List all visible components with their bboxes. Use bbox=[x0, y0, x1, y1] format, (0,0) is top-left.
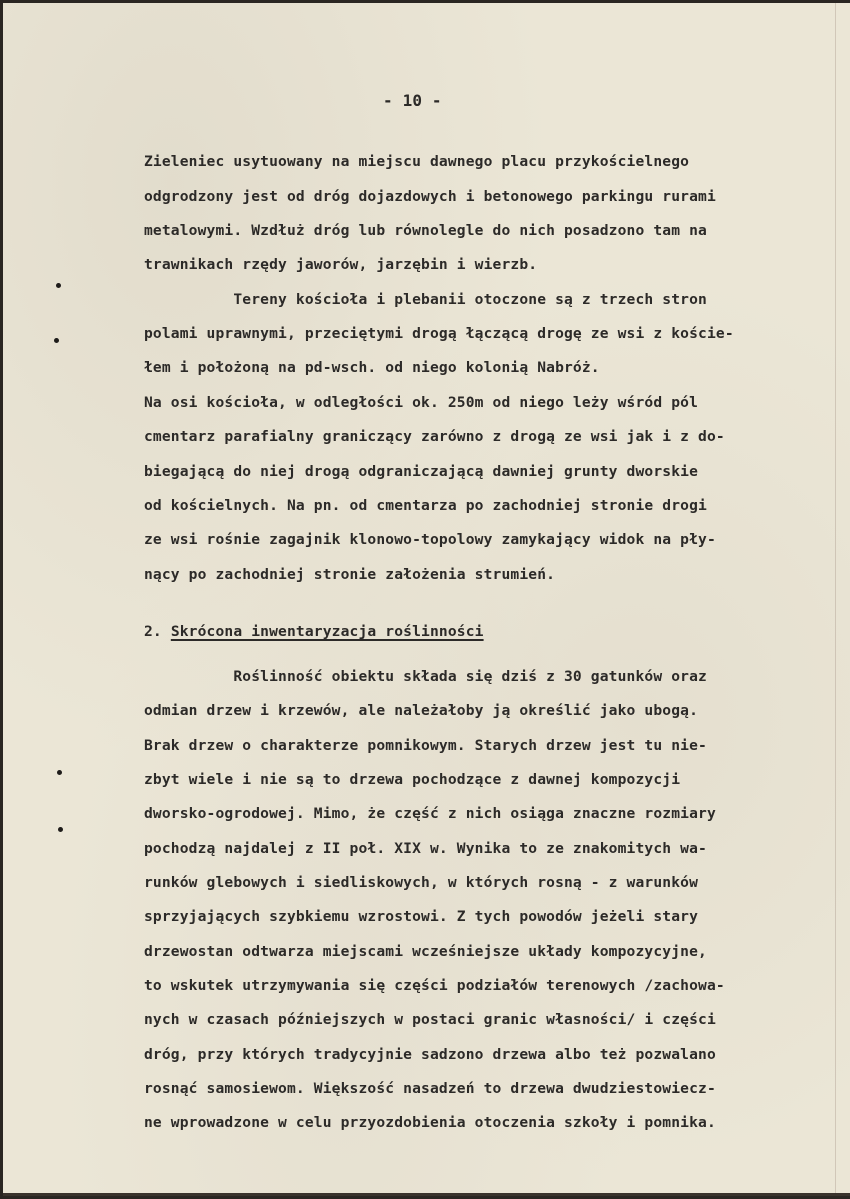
section-number: 2. bbox=[144, 623, 171, 640]
text-line: Tereny kościoła i plebanii otoczone są z trzech stron bbox=[144, 291, 707, 308]
page-number: - 10 - bbox=[383, 91, 442, 110]
text-line: rosnąć samosiewom. Większość nasadzeń to drzewa dwudziestowiecz- bbox=[144, 1080, 716, 1097]
text-line: zbyt wiele i nie są to drzewa pochodzące z dawnej kompozycji bbox=[144, 771, 681, 788]
text-line: Roślinność obiektu składa się dziś z 30 gatunków oraz bbox=[144, 668, 707, 685]
text-line: nych w czasach późniejszych w postaci granic własności/ i części bbox=[144, 1011, 716, 1028]
text-line: pochodzą najdalej z II poł. XIX w. Wynika to ze znakomitych wa- bbox=[144, 840, 707, 857]
text-line: od kościelnych. Na pn. od cmentarza po zachodniej stronie drogi bbox=[144, 497, 707, 514]
text-line: runków glebowych i siedliskowych, w których rosną - z warunków bbox=[144, 874, 699, 891]
margin-mark bbox=[56, 283, 61, 288]
text-line: biegającą do niej drogą odgraniczającą dawniej grunty dworskie bbox=[144, 463, 699, 480]
text-line: odmian drzew i krzewów, ale należałoby ją określić jako ubogą. bbox=[144, 702, 699, 719]
text-line: metalowymi. Wzdłuż dróg lub równolegle do nich posadzono tam na bbox=[144, 222, 707, 239]
text-line: odgrodzony jest od dróg dojazdowych i betonowego parkingu rurami bbox=[144, 188, 716, 205]
text-line: łem i położoną na pd-wsch. od niego kolonią Nabróż. bbox=[144, 359, 600, 376]
margin-mark bbox=[54, 338, 59, 343]
text-line: dróg, przy których tradycyjnie sadzono drzewa albo też pozwalano bbox=[144, 1046, 716, 1063]
text-line: sprzyjających szybkiemu wzrostowi. Z tych powodów jeżeli stary bbox=[144, 908, 699, 925]
text-line: trawnikach rzędy jaworów, jarzębin i wierzb. bbox=[144, 256, 538, 273]
text-line: to wskutek utrzymywania się części podziałów terenowych /zachowa- bbox=[144, 977, 725, 994]
text-line: polami uprawnymi, przeciętymi drogą łączącą drogę ze wsi z koście- bbox=[144, 325, 734, 342]
text-line: ze wsi rośnie zagajnik klonowo-topolowy zamykający widok na pły- bbox=[144, 531, 716, 548]
text-line: cmentarz parafialny graniczący zarówno z drogą ze wsi jak i z do- bbox=[144, 428, 725, 445]
text-line: Zieleniec usytuowany na miejscu dawnego placu przykościelnego bbox=[144, 153, 690, 170]
margin-mark bbox=[57, 770, 62, 775]
margin-mark bbox=[58, 827, 63, 832]
section-heading bbox=[144, 623, 484, 640]
section-title: Skrócona inwentaryzacja roślinności bbox=[170, 623, 484, 640]
page-bottom-edge bbox=[3, 1193, 850, 1196]
page-edge-line bbox=[835, 3, 836, 1196]
document-page bbox=[3, 3, 850, 1196]
text-line: dworsko-ogrodowej. Mimo, że część z nich osiąga znaczne rozmiary bbox=[144, 805, 716, 822]
text-line: drzewostan odtwarza miejscami wcześniejsze układy kompozycyjne, bbox=[144, 943, 707, 960]
text-line: nący po zachodniej stronie założenia strumień. bbox=[144, 566, 556, 583]
text-line: Na osi kościoła, w odległości ok. 250m od niego leży wśród pól bbox=[144, 394, 699, 411]
text-line: Brak drzew o charakterze pomnikowym. Starych drzew jest tu nie- bbox=[144, 737, 707, 754]
text-line: ne wprowadzone w celu przyozdobienia otoczenia szkoły i pomnika. bbox=[144, 1114, 716, 1131]
